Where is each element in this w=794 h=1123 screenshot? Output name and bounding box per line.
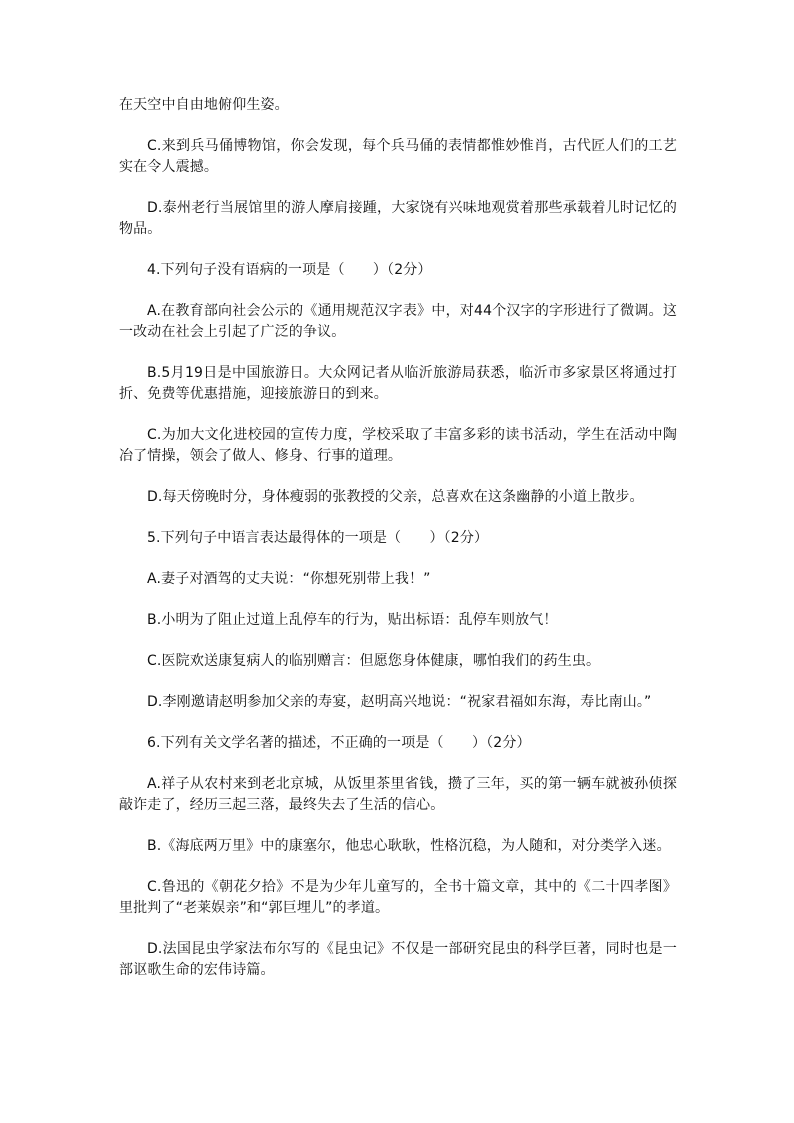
q6-option-b: B.《海底两万里》中的康塞尔，他忠心耿耿，性格沉稳，为人随和，对分类学入迷。	[147, 838, 671, 854]
q4-option-d: D.每天傍晚时分，身体瘦弱的张教授的父亲，总喜欢在这条幽静的小道上散步。	[147, 489, 644, 505]
q5-option-a: A.妻子对酒驾的丈夫说：“你想死别带上我！”	[147, 571, 431, 587]
q5-option-b: B.小明为了阻止过道上乱停车的行为，贴出标语：乱停车则放气！	[147, 612, 558, 628]
q4-option-a: A.在教育部向社会公示的《通用规范汉字表》中，对44个汉字的字形进行了微调。这一改动在社会上引起了广泛的争议。	[119, 303, 677, 340]
q6-option-c: C.鲁迅的《朝花夕拾》不是为少年儿童写的，全书十篇文章，其中的《二十四孝图》里批判了“老莱娱亲”和“郭巨埋儿”的孝道。	[119, 879, 677, 916]
q6-option-d: D.法国昆虫学家法布尔写的《昆虫记》不仅是一部研究昆虫的科学巨著，同时也是一部讴歌生命的宏伟诗篇。	[119, 941, 677, 978]
q3-option-d: D.泰州老行当展馆里的游人摩肩接踵，大家饶有兴味地观赏着那些承载着儿时记忆的物品。	[119, 200, 677, 237]
question-5: 5.下列句子中语言表达最得体的一项是（ ）（2分）	[147, 530, 489, 546]
document-body	[119, 95, 677, 981]
question-6: 6.下列有关文学名著的描述，不正确的一项是（ ）（2分）	[147, 735, 531, 751]
q5-option-c: C.医院欢送康复病人的临别赠言：但愿您身体健康，哪怕我们的药生虫。	[147, 653, 601, 669]
q4-option-b: B.5月19日是中国旅游日。大众网记者从临沂旅游局获悉，临沂市多家景区将通过打折、免费等优惠措施，迎接旅游日的到来。	[119, 365, 677, 402]
q5-option-d: D.李刚邀请赵明参加父亲的寿宴，赵明高兴地说：“祝家君福如东海，寿比南山。”	[147, 694, 652, 710]
q6-option-a: A.祥子从农村来到老北京城，从饭里茶里省钱，攒了三年，买的第一辆车就被孙侦探敲诈走了，经历三起三落，最终失去了生活的信心。	[119, 776, 677, 813]
q3-option-c: C.来到兵马俑博物馆，你会发现，每个兵马俑的表情都惟妙惟肖，古代匠人们的工艺实在令人震撼。	[119, 138, 677, 175]
question-4: 4.下列句子没有语病的一项是（ ）（2分）	[147, 262, 432, 278]
q4-option-c: C.为加大文化进校园的宣传力度，学校采取了丰富多彩的读书活动，学生在活动中陶冶了情操，领会了做人、修身、行事的道理。	[119, 427, 677, 464]
paragraph-continuation: 在天空中自由地俯仰生姿。	[119, 97, 289, 113]
